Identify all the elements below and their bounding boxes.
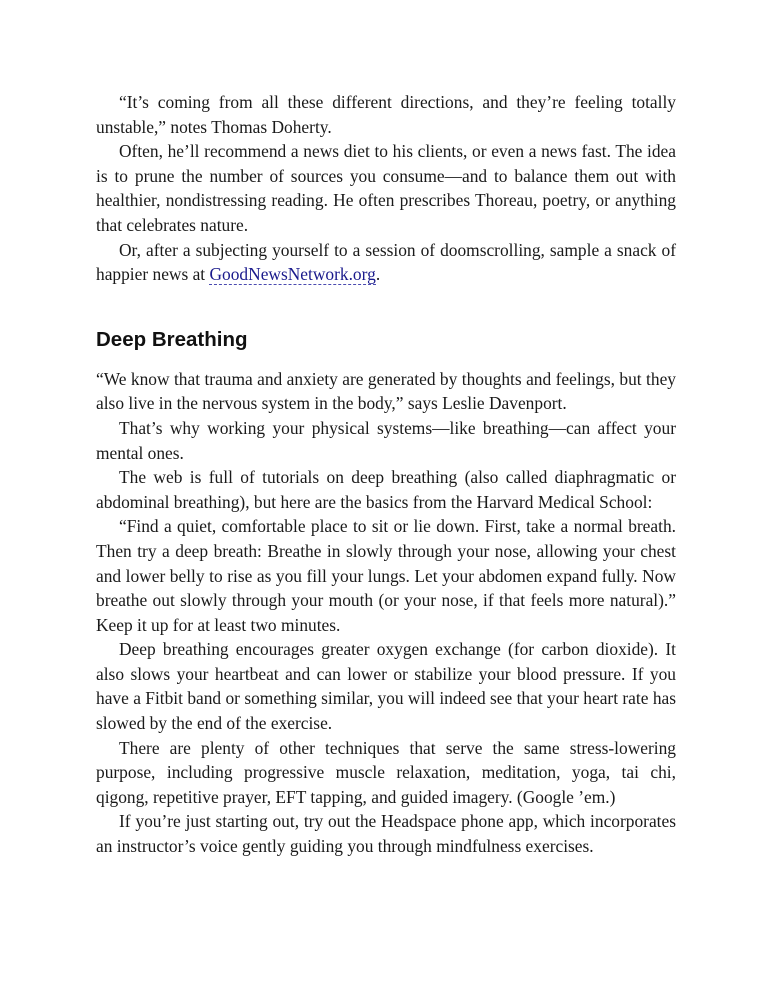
doomscrolling-period: .	[375, 264, 381, 285]
paragraph-doomscrolling	[96, 238, 676, 287]
paragraph-tutorials: The web is full of tutorials on deep breathing (also called diaphragmatic or abdominal breathing), but here are the basics from the Harvard Medical School:	[96, 467, 676, 512]
paragraph-headspace: If you’re just starting out, try out the Headspace phone app, which incorporates an instructor’s voice gently guiding you through mindfulness exercises.	[96, 811, 676, 857]
section-heading-deep-breathing: Deep Breathing	[96, 327, 248, 351]
paragraph-physical-systems: That’s why working your physical systems—like breathing—can affect your mental ones.	[96, 417, 676, 463]
document-page	[96, 90, 676, 859]
doomscrolling-text: Or, after a subjecting yourself to a session of doomscrolling, sample a snack of happier news at	[96, 239, 676, 285]
paragraph-news-diet: Often, he’ll recommend a news diet to his clients, or even a news fast. The idea is to prune the number of sources you consume—and to balance them out with healthier, nondistressing reading. He often prescribes Thoreau, poetry, or anything that celebrates nature.	[96, 141, 676, 235]
paragraph-other-techniques: There are plenty of other techniques that serve the same stress-lowering purpose, including progressive muscle relaxation, meditation, yoga, tai chi, qigong, repetitive prayer, EFT tapping, and guided imagery. (Google ’em.)	[96, 737, 676, 807]
goodnewsnetwork-link[interactable]: GoodNewsNetwork.org	[209, 264, 376, 285]
paragraph-oxygen-exchange: Deep breathing encourages greater oxygen exchange (for carbon dioxide). It also slows your heartbeat and can lower or stabilize your blood pressure. If you have a Fitbit band or something similar, you will indeed see that your heart rate has slowed by the end of the exercise.	[96, 639, 676, 734]
paragraph-davenport-quote: “We know that trauma and anxiety are generated by thoughts and feelings, but they also live in the nervous system in the body,” says Leslie Davenport.	[96, 368, 676, 414]
paragraph-doherty-quote: “It’s coming from all these different directions, and they’re feeling totally unstable,” notes Thomas Doherty.	[96, 92, 676, 137]
paragraph-harvard-instructions: “Find a quiet, comfortable place to sit or lie down. First, take a normal breath. Then try a deep breath: Breathe in slowly through your nose, allowing your chest and lower belly to rise as you fill your lungs. Let your abdomen expand fully. Now breathe out slowly through your mouth (or your nose, if that feels more natural).” Keep it up for at least two minutes.	[96, 516, 676, 635]
